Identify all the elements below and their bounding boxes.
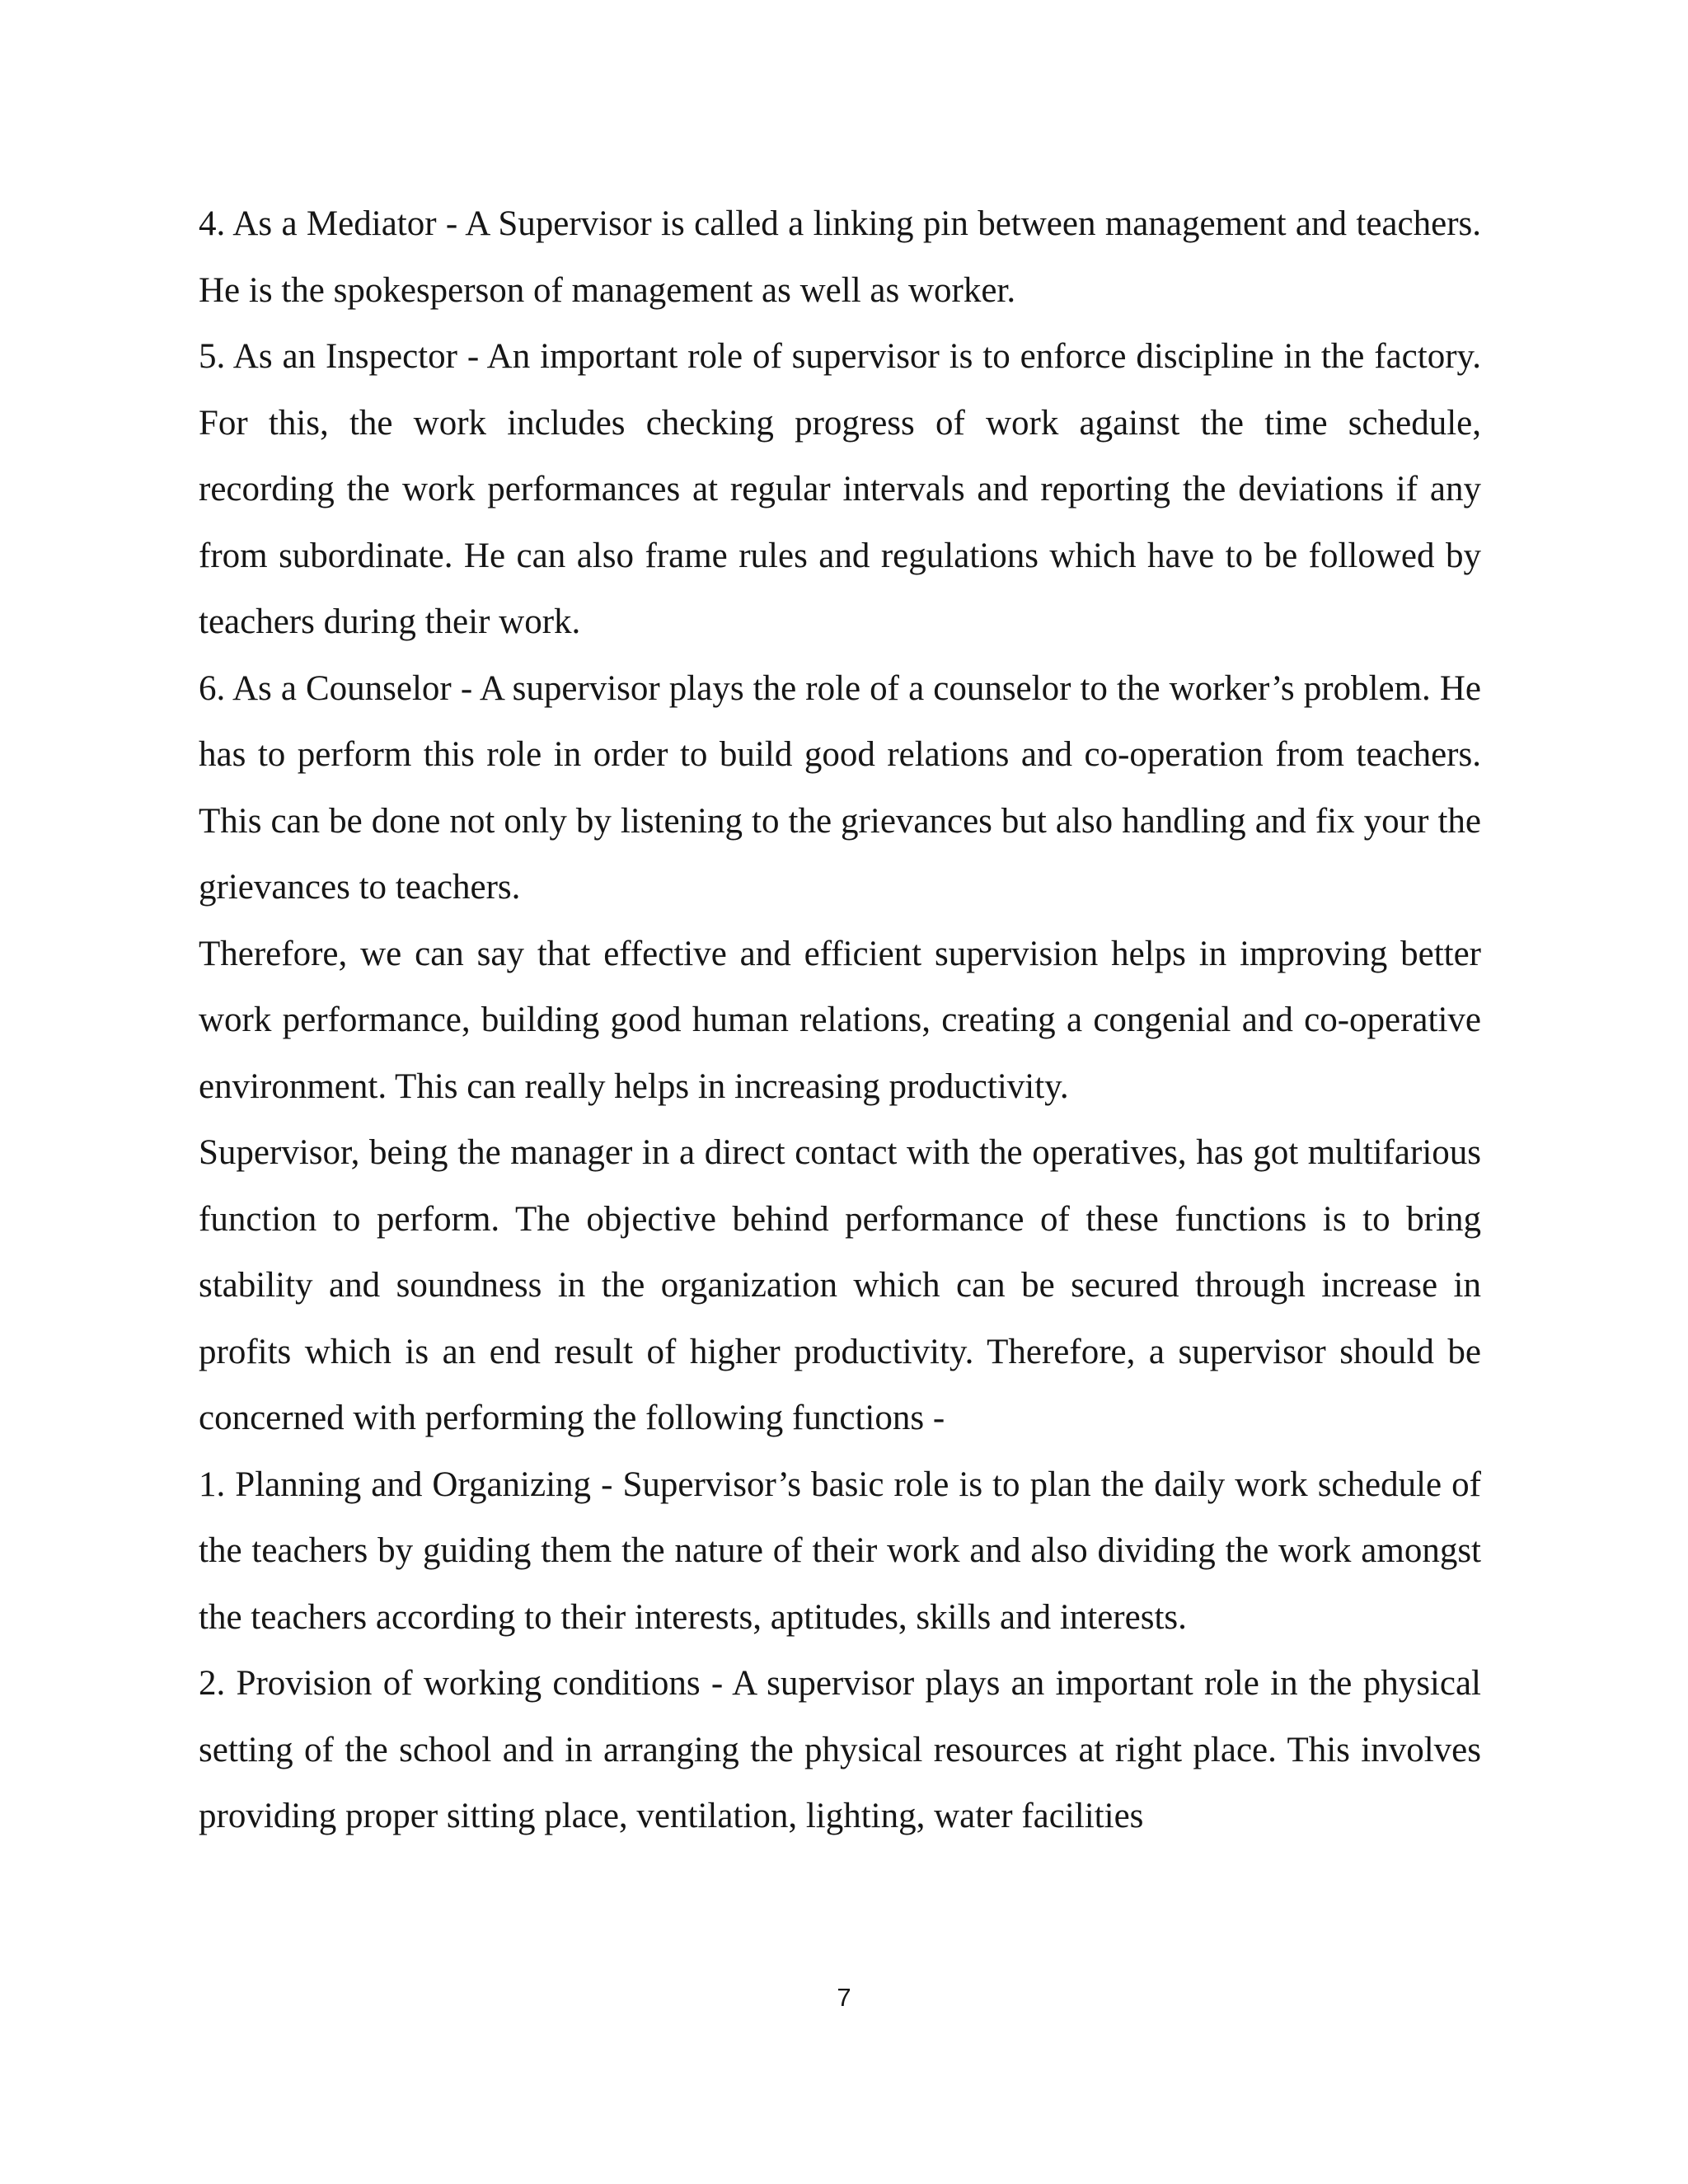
paragraph-planning-organizing: 1. Planning and Organizing - Supervisor’s basic role is to plan the daily work schedule of the teachers by guiding them the nature of their work and also dividing the work amongst the teachers according to their interests, aptitudes, skills and interests. xyxy=(199,1465,1481,1637)
paragraph-working-conditions: 2. Provision of working conditions - A supervisor plays an important role in the physical setting of the school and in arranging the physical resources at right place. This involves providing proper sitting place, ventilation, lighting, water facilities xyxy=(199,1664,1481,1835)
paragraph-supervisor-functions: Supervisor, being the manager in a direct contact with the operatives, has got multifarious function to perform. The objective behind performance of these functions is to bring stability and soundness in the organization which can be secured through increase in profits which is an end result of higher productivity. Therefore, a supervisor should be concerned with performing the following functions - xyxy=(199,1133,1481,1437)
paragraph-conclusion: Therefore, we can say that effective and efficient supervision helps in improving better work performance, building good human relations, creating a congenial and co-operative environment. This can really helps in increasing productivity. xyxy=(199,934,1481,1106)
paragraph-mediator: 4. As a Mediator - A Supervisor is called a linking pin between management and teachers. He is the spokesperson of management as well as worker. xyxy=(199,204,1481,310)
paragraph-counselor: 6. As a Counselor - A supervisor plays the role of a counselor to the worker’s problem. He has to perform this role in order to build good relations and co-operation from teachers. This can be done not only by listening to the grievances but also handling and fix your the grievances to teachers. xyxy=(199,668,1481,907)
body-text xyxy=(199,191,1481,1850)
paragraph-inspector: 5. As an Inspector - An important role of supervisor is to enforce discipline in the factory. For this, the work includes checking progress of work against the time schedule, recording the work performances at regular intervals and reporting the deviations if any from subordinate. He can also frame rules and regulations which have to be followed by teachers during their work. xyxy=(199,337,1481,641)
page-number: 7 xyxy=(837,1983,851,2012)
